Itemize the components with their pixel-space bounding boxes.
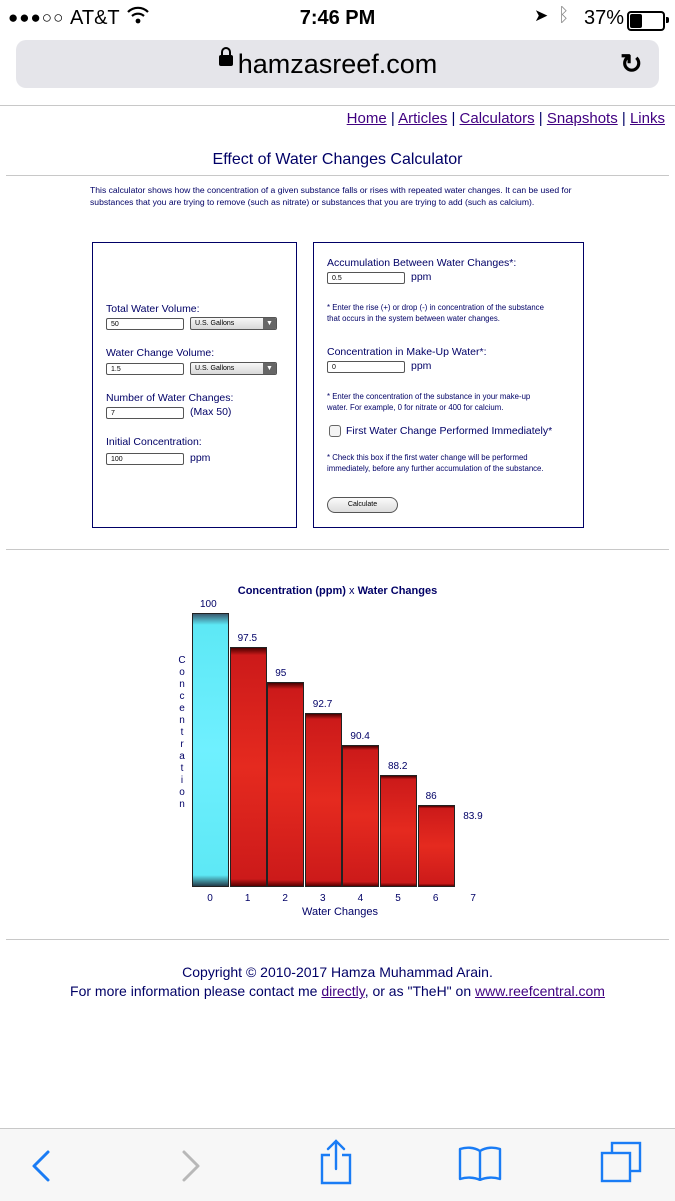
y-axis-label-letter: C xyxy=(178,655,186,666)
tabs-icon[interactable] xyxy=(600,1141,642,1188)
initial-conc-unit: ppm xyxy=(190,452,211,464)
y-axis-label-letter: n xyxy=(179,799,185,810)
chart-x-axis-label: Water Changes xyxy=(301,906,379,918)
chart-y-axis-label xyxy=(176,655,188,811)
nav-link-snapshots[interactable]: Snapshots xyxy=(546,110,618,127)
chevron-right-icon[interactable] xyxy=(180,1149,202,1188)
nav-separator: | xyxy=(538,110,543,127)
reefcentral-link[interactable]: www.reefcentral.com xyxy=(475,983,605,999)
num-changes-input[interactable]: 7 xyxy=(106,407,184,419)
battery-icon xyxy=(627,11,665,31)
page-title: Effect of Water Changes Calculator xyxy=(212,151,463,168)
concentration-form-panel xyxy=(313,242,584,528)
reload-icon[interactable]: ↻ xyxy=(620,49,643,79)
url-text: hamzasreef.com xyxy=(237,49,438,79)
chart-bar-2 xyxy=(267,682,304,888)
change-volume-input[interactable]: 1.5 xyxy=(106,363,184,375)
first-immediate-checkbox[interactable] xyxy=(329,425,341,437)
chevron-left-icon[interactable] xyxy=(30,1149,52,1188)
nav-link-calculators[interactable]: Calculators xyxy=(459,110,535,127)
chart-bar-1 xyxy=(230,647,267,887)
chart-value-label: 86 xyxy=(425,790,437,802)
initial-conc-input[interactable]: 100 xyxy=(106,453,184,465)
chart-x-tick: 4 xyxy=(357,893,364,904)
site-nav xyxy=(347,110,665,127)
change-volume-unit-select[interactable] xyxy=(190,362,277,375)
chart-x-tick: 7 xyxy=(470,893,476,904)
chart-x-tick: 0 xyxy=(207,893,213,904)
contact-directly-link[interactable]: directly xyxy=(321,983,365,999)
first-immediate-help: * Check this box if the first water change will be performed immediately, before any further accumulation of the substance. xyxy=(327,453,544,473)
chart-bar-3 xyxy=(305,713,342,887)
change-volume-label: Water Change Volume: xyxy=(106,347,215,359)
y-axis-label-letter: o xyxy=(179,667,185,678)
intro-text: This calculator shows how the concentration of a given substance falls or rises with repeated water changes. It can be used for substances that you are trying to remove (such as nitrate) or substances that you are trying to add (such as calcium). xyxy=(90,185,572,207)
clock: 7:46 PM xyxy=(299,7,376,29)
initial-conc-label: Initial Concentration: xyxy=(106,436,202,448)
accumulation-help: * Enter the rise (+) or drop (-) in concentration of the substance that occurs in the system between water changes. xyxy=(327,303,544,323)
chevron-down-icon: ▼ xyxy=(263,363,276,374)
chart-value-label: 95 xyxy=(275,667,287,679)
makeup-conc-unit: ppm xyxy=(411,360,432,372)
accumulation-label: Accumulation Between Water Changes*: xyxy=(327,257,517,269)
bluetooth-icon: ᛒ xyxy=(558,5,570,26)
total-volume-label: Total Water Volume: xyxy=(106,303,200,315)
accumulation-unit: ppm xyxy=(411,271,432,283)
y-axis-label-letter: n xyxy=(179,679,185,690)
makeup-conc-help: * Enter the concentration of the substance in your make-up water. For example, 0 for nitrate or 400 for calcium. xyxy=(327,392,531,412)
nav-separator: | xyxy=(451,110,456,127)
divider xyxy=(0,105,675,106)
chart-bar-0 xyxy=(192,613,229,887)
copyright-text: Copyright © 2010-2017 Hamza Muhammad Arain. xyxy=(182,964,493,980)
chart-value-label: 83.9 xyxy=(463,810,483,822)
chart-bar-5 xyxy=(380,775,417,887)
chevron-down-icon: ▼ xyxy=(263,318,276,329)
contact-text xyxy=(0,983,675,999)
chart-value-label: 97.5 xyxy=(237,633,258,645)
y-axis-label-letter: e xyxy=(179,703,185,714)
divider xyxy=(6,175,669,176)
location-arrow-icon: ➤ xyxy=(534,6,549,25)
total-volume-input[interactable]: 50 xyxy=(106,318,184,330)
total-volume-unit-select[interactable] xyxy=(190,317,277,330)
select-value: U.S. Gallons xyxy=(195,320,235,327)
y-axis-label-letter: n xyxy=(179,715,185,726)
chart-x-tick: 2 xyxy=(282,893,288,904)
browser-toolbar xyxy=(0,1128,675,1201)
carrier-name: AT&T xyxy=(70,7,120,29)
divider xyxy=(6,549,669,550)
chart-value-label: 100 xyxy=(200,599,217,610)
num-changes-note: (Max 50) xyxy=(190,406,232,418)
chart-title-part2: Water Changes xyxy=(357,585,438,597)
y-axis-label-letter: t xyxy=(180,763,184,774)
volume-form-panel xyxy=(92,242,297,528)
accumulation-input[interactable]: 0.5 xyxy=(327,272,405,284)
chart-x-tick: 3 xyxy=(320,893,326,904)
chart-x-tick: 6 xyxy=(432,893,439,904)
divider xyxy=(6,939,669,940)
chart-title xyxy=(0,585,675,597)
makeup-conc-label: Concentration in Make-Up Water*: xyxy=(327,346,487,358)
book-icon[interactable] xyxy=(458,1145,502,1186)
chart-value-label: 90.4 xyxy=(350,730,370,742)
nav-link-home[interactable]: Home xyxy=(346,110,387,127)
calculate-button[interactable]: Calculate xyxy=(327,497,398,513)
y-axis-label-letter: i xyxy=(180,775,184,786)
nav-separator: | xyxy=(621,110,626,127)
y-axis-label-letter: a xyxy=(179,751,185,762)
select-value: U.S. Gallons xyxy=(195,365,235,372)
first-immediate-label: First Water Change Performed Immediately* xyxy=(346,425,553,437)
battery-percent: 37% xyxy=(584,7,625,29)
y-axis-label-letter: t xyxy=(180,727,184,738)
contact-prefix: For more information please contact me xyxy=(70,983,318,999)
address-bar[interactable] xyxy=(16,40,659,88)
nav-link-articles[interactable]: Articles xyxy=(398,110,448,127)
chart-value-label: 88.2 xyxy=(388,760,408,772)
y-axis-label-letter: c xyxy=(179,691,185,702)
y-axis-label-letter: r xyxy=(180,739,184,750)
share-icon[interactable] xyxy=(318,1139,354,1190)
makeup-conc-input[interactable]: 0 xyxy=(327,361,405,373)
nav-link-links[interactable]: Links xyxy=(629,110,665,127)
nav-separator: | xyxy=(390,110,395,127)
chart-bar-6 xyxy=(418,805,455,887)
chart-title-x: x xyxy=(349,585,355,597)
y-axis-label-letter: o xyxy=(179,787,185,798)
chart-x-tick: 1 xyxy=(244,893,251,904)
contact-middle: , or as "TheH" on xyxy=(364,983,472,999)
chart-bar-4 xyxy=(342,745,379,887)
chart-title-part1: Concentration (ppm) xyxy=(237,585,346,597)
chart-x-tick: 5 xyxy=(395,893,401,904)
num-changes-label: Number of Water Changes: xyxy=(106,392,234,404)
status-bar xyxy=(0,0,675,36)
signal-strength: ●●●○○ xyxy=(8,8,65,27)
chart-value-label: 92.7 xyxy=(312,699,333,710)
